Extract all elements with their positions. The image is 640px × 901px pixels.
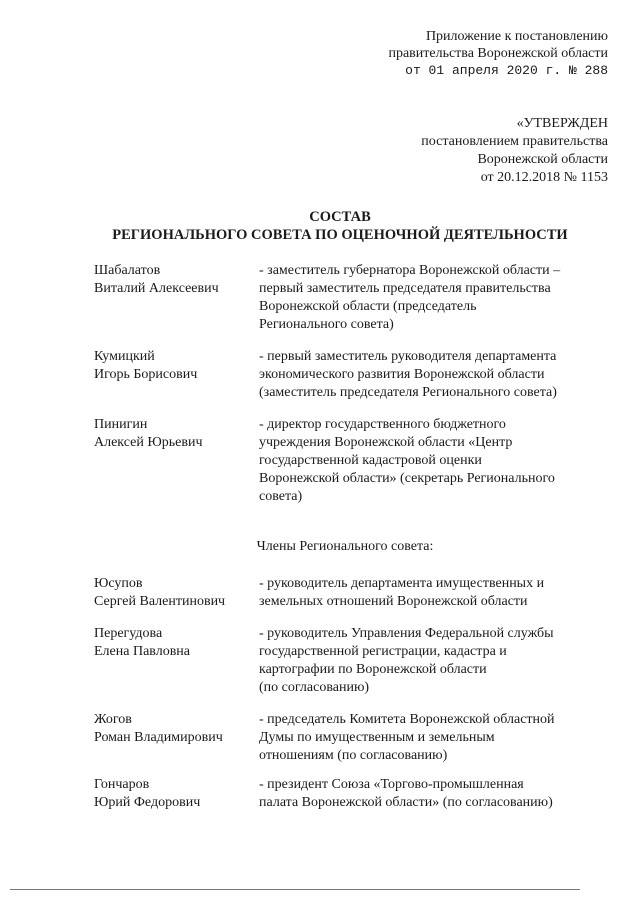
person-surname: Жогов (94, 712, 132, 727)
attachment-line: Приложение к постановлению (425, 29, 608, 44)
person-position (259, 575, 599, 611)
person-given-names: Роман Владимирович (94, 730, 223, 745)
position-line: отношениям (по согласованию) (259, 748, 448, 763)
document-title: СОСТАВ (309, 209, 371, 225)
position-line: картографии по Воронежской области (259, 662, 487, 677)
person-surname: Пинигин (94, 417, 148, 432)
person-given-names: Сергей Валентинович (94, 594, 226, 609)
person-name (94, 416, 254, 452)
position-line: Воронежской области (председатель (259, 299, 477, 314)
person-given-names: Виталий Алексеевич (94, 281, 219, 296)
page-bottom-rule (10, 889, 580, 890)
position-line: - первый заместитель руководителя департамента (259, 349, 557, 364)
person-position (259, 416, 599, 506)
position-line: государственной регистрации, кадастра и (259, 644, 507, 659)
document-subtitle: РЕГИОНАЛЬНОГО СОВЕТА ПО ОЦЕНОЧНОЙ ДЕЯТЕЛЬНОСТИ (112, 227, 568, 243)
position-line: - председатель Комитета Воронежской областной (259, 712, 555, 727)
person-surname: Гончаров (94, 777, 150, 792)
position-line: земельных отношений Воронежской области (259, 594, 528, 609)
position-line: - президент Союза «Торгово-промышленная (259, 777, 524, 792)
approval-line: постановлением правительства (421, 134, 608, 149)
attachment-line: правительства Воронежской области (388, 46, 608, 61)
position-line: Воронежской области» (секретарь Регионального (259, 471, 555, 486)
approval-stamp (300, 115, 608, 187)
members-heading: Члены Регионального совета: (256, 539, 434, 554)
position-line: (заместитель председателя Регионального совета) (259, 385, 557, 400)
position-line: Думы по имущественным и земельным (259, 730, 495, 745)
position-line: палата Воронежской области» (по согласованию) (259, 795, 553, 810)
person-position (259, 776, 599, 812)
attachment-note (300, 28, 608, 79)
person-name (94, 348, 254, 384)
position-line: - директор государственного бюджетного (259, 417, 506, 432)
person-name (94, 575, 254, 611)
person-given-names: Алексей Юрьевич (94, 435, 203, 450)
position-line: первый заместитель председателя правительства (259, 281, 551, 296)
position-line: Регионального совета) (259, 317, 394, 332)
person-given-names: Елена Павловна (94, 644, 191, 659)
person-position (259, 262, 599, 334)
position-line: - руководитель Управления Федеральной службы (259, 626, 554, 641)
person-name (94, 625, 254, 661)
person-surname: Шабалатов (94, 263, 161, 278)
person-name (94, 262, 254, 298)
position-line: учреждения Воронежской области «Центр (259, 435, 513, 450)
approval-date-number: от 20.12.2018 № 1153 (480, 170, 608, 185)
person-position (259, 625, 599, 697)
position-line: государственной кадастровой оценки (259, 453, 482, 468)
position-line: - заместитель губернатора Воронежской области – (259, 263, 561, 278)
position-line: - руководитель департамента имущественных и (259, 576, 545, 591)
approval-line: Воронежской области (477, 152, 608, 167)
position-line: (по согласованию) (259, 680, 370, 695)
person-surname: Юсупов (94, 576, 143, 591)
person-given-names: Игорь Борисович (94, 367, 198, 382)
person-position (259, 711, 599, 765)
person-name (94, 776, 254, 812)
person-name (94, 711, 254, 747)
person-given-names: Юрий Федорович (94, 795, 201, 810)
position-line: экономического развития Воронежской области (259, 367, 545, 382)
person-surname: Кумицкий (94, 349, 155, 364)
position-line: совета) (259, 489, 303, 504)
attachment-date-number: от 01 апреля 2020 г. № 288 (405, 63, 608, 78)
person-position (259, 348, 599, 402)
approval-line: «УТВЕРЖДЕН (516, 116, 608, 131)
person-surname: Перегудова (94, 626, 163, 641)
